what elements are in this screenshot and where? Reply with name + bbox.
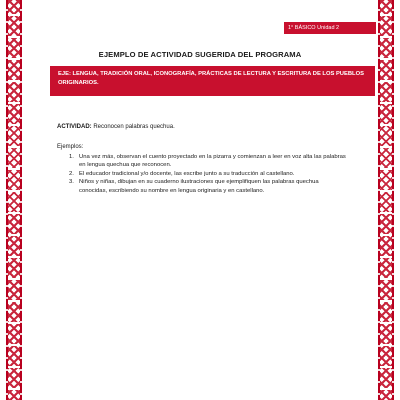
activity-line	[57, 124, 377, 130]
examples-label: Ejemplos:	[57, 144, 84, 150]
examples-list	[57, 153, 347, 195]
list-item	[57, 170, 347, 178]
list-item-number: 3.	[69, 179, 74, 186]
activity-label: ACTIVIDAD:	[57, 124, 92, 130]
list-item	[57, 153, 347, 170]
activity-text: Reconocen palabras quechua.	[91, 124, 175, 130]
decorative-border-left	[6, 0, 22, 400]
list-item-text: Niños y niñas, dibujan en su cuaderno ilustraciones que ejemplifiquen las palabras quechua conocidas, escribiendo su nombre en lengua originaria y en castellano.	[79, 179, 319, 194]
list-item-text: Una vez más, observan el cuento proyectado en la pizarra y comienzan a leer en voz alta las palabras en lengua quechua que reconocen.	[79, 154, 346, 169]
list-item-text: El educador tradicional y/o docente, las escribe junto a su traducción al castellano.	[79, 170, 295, 177]
list-item-number: 2.	[69, 170, 74, 177]
decorative-border-right	[378, 0, 394, 400]
list-item-number: 1.	[69, 154, 74, 160]
list-item	[57, 178, 347, 195]
axis-banner: EJE: LENGUA, TRADICIÓN ORAL, ICONOGRAFÍA, PRÁCTICAS DE LECTURA Y ESCRITURA DE LOS PUEBLOS ORIGINARIOS.	[50, 66, 375, 96]
grade-unit-badge: 1° BÁSICO Unidad 2	[284, 22, 376, 34]
page-title: EJEMPLO DE ACTIVIDAD SUGERIDA DEL PROGRAMA	[98, 50, 302, 59]
